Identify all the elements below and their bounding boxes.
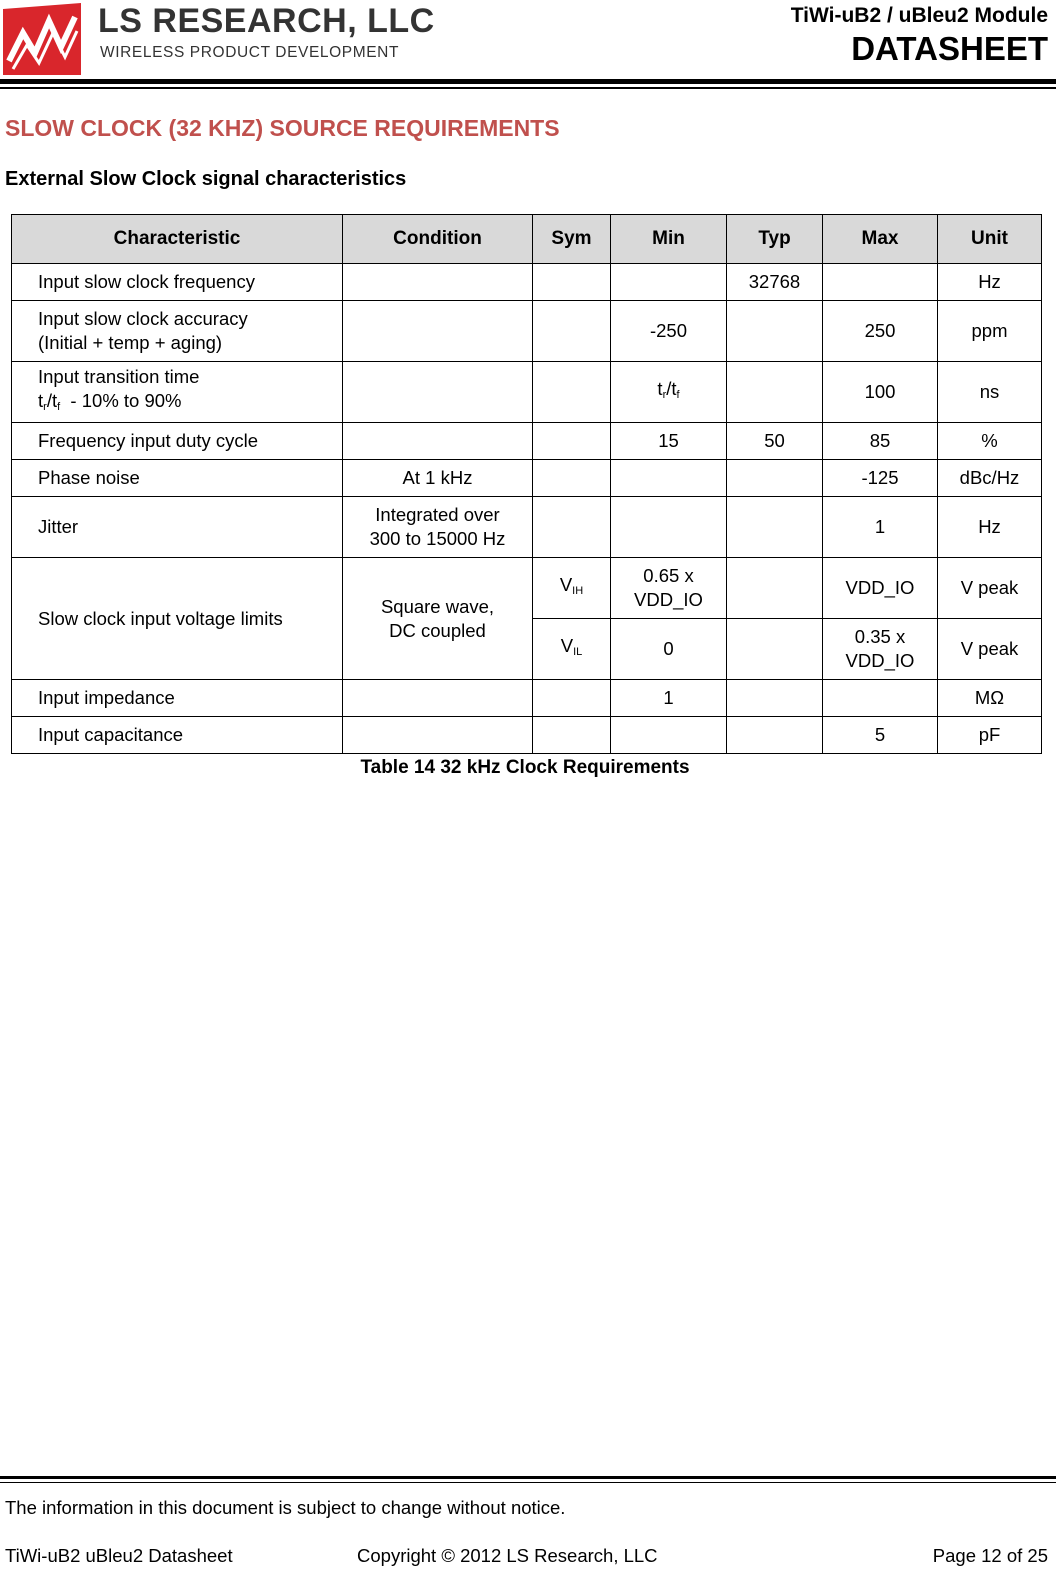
cell-unit: V peak [938, 619, 1042, 680]
max-line: 0.35 x [854, 626, 906, 647]
table-row-duty-cycle [12, 423, 1042, 460]
cell-min [611, 362, 727, 423]
cell-min [611, 717, 727, 754]
cell-sym [533, 717, 611, 754]
cell-sym [533, 460, 611, 497]
cell-condition [343, 362, 533, 423]
header-unit: Unit [938, 215, 1042, 264]
cell-condition [343, 497, 533, 558]
header-max: Max [823, 215, 938, 264]
table-subtitle: External Slow Clock signal characteristics [5, 168, 407, 190]
table-row-accuracy [12, 301, 1042, 362]
section-title: SLOW CLOCK (32 KHZ) SOURCE REQUIREMENTS [5, 115, 560, 141]
table-row-voltage-vih [12, 558, 1042, 619]
cell-typ: 32768 [727, 264, 823, 301]
cell-unit: Hz [938, 497, 1042, 558]
header-characteristic: Characteristic [12, 215, 343, 264]
condition-line: Integrated over [375, 504, 500, 525]
cell-min: 0 [611, 619, 727, 680]
clock-requirements-table [11, 214, 1042, 754]
cell-max: 85 [823, 423, 938, 460]
subscript-f: f [57, 401, 61, 413]
cell-characteristic [12, 362, 343, 423]
cell-condition [343, 717, 533, 754]
subscript-r: r [43, 401, 47, 413]
header-typ: Typ [727, 215, 823, 264]
cell-min [611, 497, 727, 558]
cell-min [611, 460, 727, 497]
cell-typ [727, 301, 823, 362]
subscript-il: IL [573, 646, 583, 658]
company-tagline: WIRELESS PRODUCT DEVELOPMENT [100, 44, 400, 61]
cell-typ [727, 680, 823, 717]
symbol-t: t [657, 378, 663, 399]
cell-typ [727, 460, 823, 497]
cell-min [611, 558, 727, 619]
cell-typ [727, 558, 823, 619]
cell-unit: ppm [938, 301, 1042, 362]
table-row-impedance [12, 680, 1042, 717]
cell-characteristic: Phase noise [12, 460, 343, 497]
table-row-capacitance [12, 717, 1042, 754]
header-min: Min [611, 215, 727, 264]
cell-max: 5 [823, 717, 938, 754]
ls-research-logo-icon [3, 3, 81, 75]
cell-condition [343, 301, 533, 362]
header-condition: Condition [343, 215, 533, 264]
cell-unit: MΩ [938, 680, 1042, 717]
footer-document-name: TiWi-uB2 uBleu2 Datasheet [5, 1545, 233, 1566]
cell-characteristic: Frequency input duty cycle [12, 423, 343, 460]
document-type: DATASHEET [851, 30, 1048, 67]
cell-max: VDD_IO [823, 558, 938, 619]
cell-characteristic: Input slow clock frequency [12, 264, 343, 301]
cell-sym [533, 619, 611, 680]
symbol-v: V [559, 574, 573, 595]
product-name: TiWi-uB2 / uBleu2 Module [790, 4, 1048, 27]
cell-typ: 50 [727, 423, 823, 460]
cell-sym [533, 423, 611, 460]
condition-line: DC coupled [389, 619, 486, 641]
cell-sym [533, 497, 611, 558]
cell-max [823, 264, 938, 301]
table-header-row [12, 215, 1042, 264]
cell-max: 250 [823, 301, 938, 362]
header-rule-thick [0, 79, 1056, 84]
cell-characteristic: Input capacitance [12, 717, 343, 754]
footer-rule-thin [0, 1482, 1056, 1483]
table-row-phase-noise [12, 460, 1042, 497]
cell-characteristic: Slow clock input voltage limits [12, 558, 343, 680]
cell-max: 100 [823, 362, 938, 423]
table-caption: Table 14 32 kHz Clock Requirements [360, 757, 690, 778]
table-row-transition [12, 362, 1042, 423]
cell-condition: At 1 kHz [343, 460, 533, 497]
cell-sym [533, 680, 611, 717]
cell-typ [727, 497, 823, 558]
condition-line: Square wave, [380, 595, 495, 617]
cell-unit: ns [938, 362, 1042, 423]
footer-rule-thick [0, 1476, 1056, 1479]
cell-min [611, 264, 727, 301]
max-line: VDD_IO [845, 650, 915, 671]
footer-copyright: Copyright © 2012 LS Research, LLC [357, 1545, 658, 1566]
condition-line: 300 to 15000 Hz [369, 528, 506, 549]
subscript-f: f [676, 389, 680, 401]
cell-sym [533, 362, 611, 423]
cell-sym [533, 264, 611, 301]
cell-typ [727, 717, 823, 754]
characteristic-line: Input transition time [38, 366, 200, 387]
symbol-slash-t: /t [46, 390, 58, 411]
footer-notice: The information in this document is subject to change without notice. [5, 1497, 566, 1518]
subscript-r: r [662, 389, 667, 401]
cell-typ [727, 619, 823, 680]
cell-condition [343, 423, 533, 460]
range-text: - 10% to 90% [60, 390, 182, 411]
table-row-jitter [12, 497, 1042, 558]
header-sym: Sym [533, 215, 611, 264]
cell-sym [533, 558, 611, 619]
cell-min: 15 [611, 423, 727, 460]
cell-condition [343, 264, 533, 301]
cell-sym [533, 301, 611, 362]
company-name: LS RESEARCH, LLC [98, 2, 435, 40]
cell-characteristic: Jitter [12, 497, 343, 558]
cell-unit: Hz [938, 264, 1042, 301]
cell-min: -250 [611, 301, 727, 362]
cell-unit: dBc/Hz [938, 460, 1042, 497]
subscript-ih: IH [572, 585, 584, 597]
cell-max: 1 [823, 497, 938, 558]
min-line: 0.65 x [643, 565, 694, 586]
characteristic-line: (Initial + temp + aging) [38, 332, 223, 353]
cell-typ [727, 362, 823, 423]
symbol-v: V [560, 635, 574, 656]
table-row-frequency [12, 264, 1042, 301]
min-line: VDD_IO [634, 589, 703, 610]
characteristic-line: Input slow clock accuracy [38, 308, 248, 329]
cell-condition [343, 558, 533, 680]
cell-unit: % [938, 423, 1042, 460]
cell-unit: pF [938, 717, 1042, 754]
header-rule-thin [0, 87, 1056, 89]
symbol-t: t [38, 390, 44, 411]
symbol-slash-t: /t [666, 378, 677, 399]
cell-min: 1 [611, 680, 727, 717]
cell-max [823, 619, 938, 680]
cell-condition [343, 680, 533, 717]
cell-max [823, 680, 938, 717]
cell-unit: V peak [938, 558, 1042, 619]
cell-characteristic [12, 301, 343, 362]
cell-max: -125 [823, 460, 938, 497]
footer-page-number: Page 12 of 25 [932, 1545, 1048, 1566]
cell-characteristic: Input impedance [12, 680, 343, 717]
page-header [0, 0, 1056, 92]
